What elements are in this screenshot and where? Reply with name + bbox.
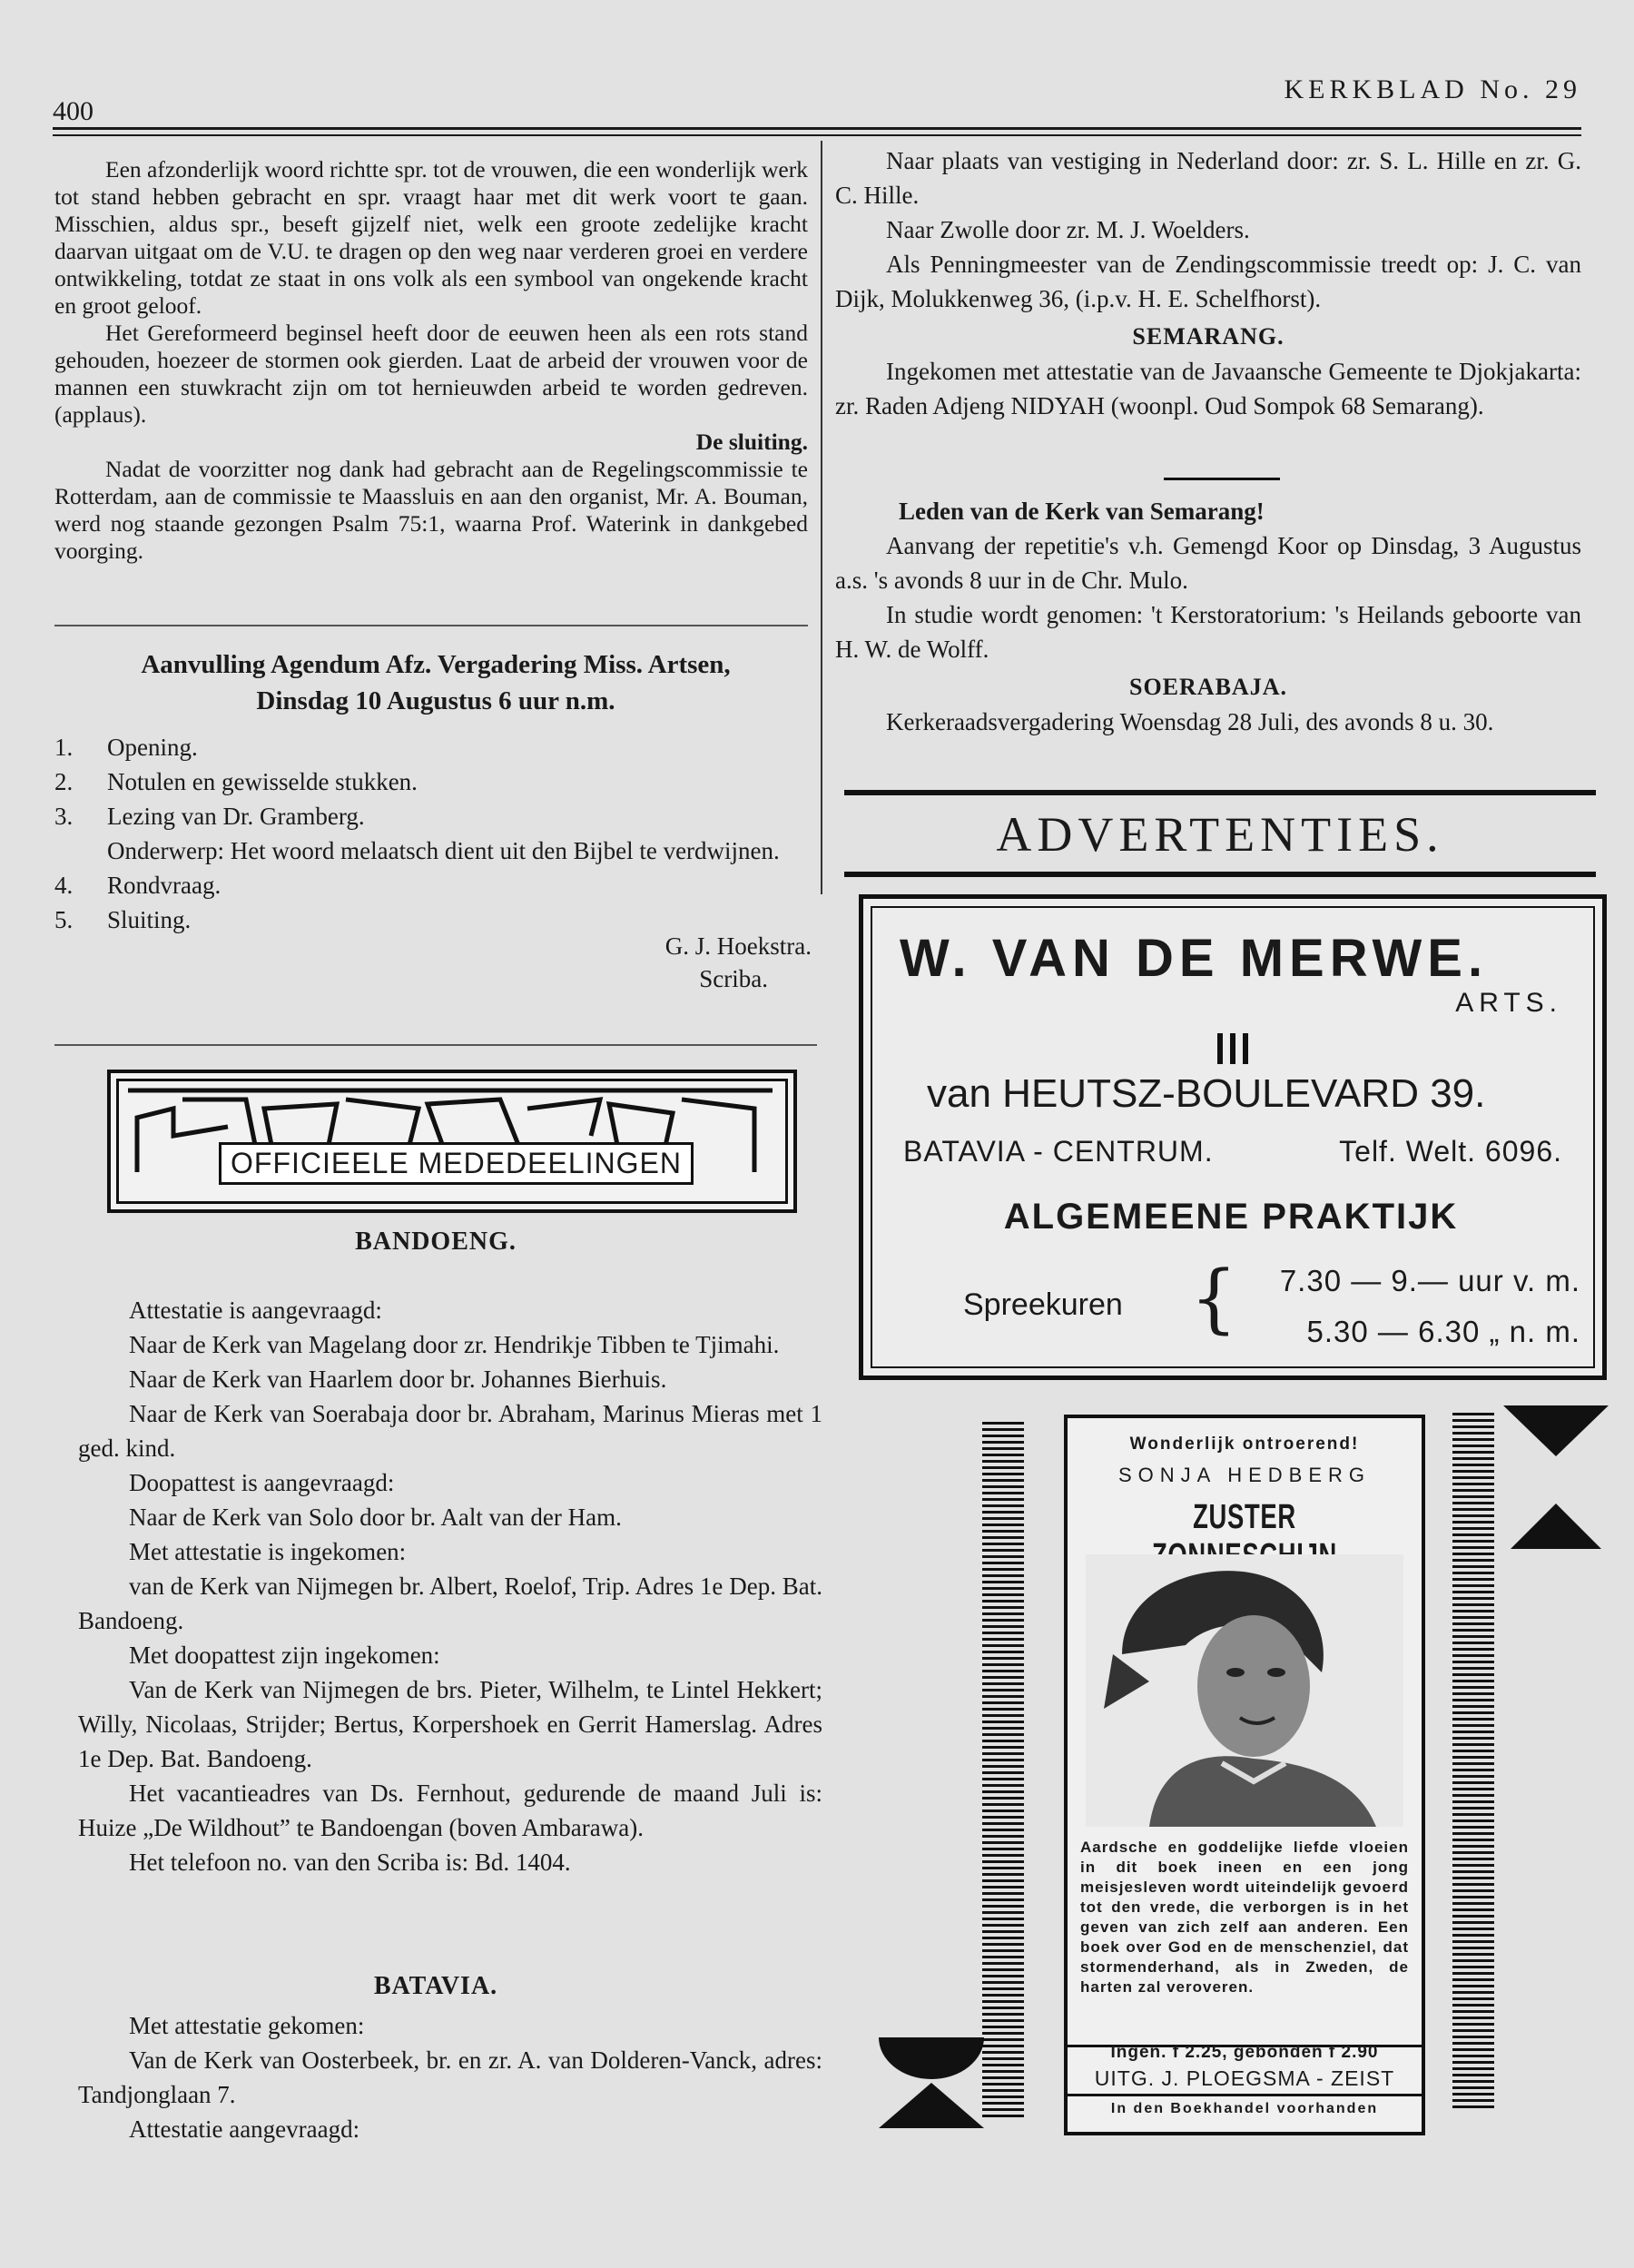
notice-line: Met attestatie is ingekomen: [129, 1538, 407, 1565]
short-rule [1164, 478, 1280, 480]
semarang-leden [835, 494, 1581, 739]
ad-van-de-merwe [859, 894, 1607, 1380]
section-rule [54, 625, 808, 626]
notice-line: Naar de Kerk van Soerabaja door br. Abraham, Marinus Mieras met 1 ged. kind. [78, 1400, 822, 1462]
paragraph: Ingekomen met attestatie van de Javaansche Gemeente te Djokjakarta: zr. Raden Adjeng NIDYAH (woonpl. Oud Sompok 68 Semarang). [835, 358, 1581, 419]
book-price: Ingen. f 2.25, gebonden f 2.90 [1110, 2043, 1379, 2062]
ad-stripe-right [1452, 1413, 1494, 2112]
ad-book-zuster-zonneschijn [1064, 1415, 1425, 2135]
subheading-sluiting: De sluiting. [695, 429, 808, 455]
paragraph: Kerkeraadsvergadering Woensdag 28 Juli, des avonds 8 u. 30. [886, 708, 1494, 735]
right-top-article [835, 143, 1581, 423]
notice-line: Naar de Kerk van Magelang door zr. Hendrikje Tibben te Tjimahi. [129, 1331, 780, 1358]
ad-practice: ALGEMEENE PRAKTIJK [1003, 1197, 1459, 1237]
portrait-nurse-image [1086, 1554, 1403, 1827]
book-title: ZUSTER [1193, 1498, 1296, 1536]
agenda-date: Dinsdag 10 Augustus 6 uur n.m. [256, 686, 615, 715]
agenda-item: 5. Sluiting. [54, 906, 192, 933]
signature-role: Scriba. [699, 965, 768, 992]
agenda-item: 4. Rondvraag. [54, 872, 221, 899]
hourglass-ornament-top [1503, 1405, 1609, 1549]
agenda-list [54, 730, 817, 937]
book-publisher: UITG. J. PLOEGSMA - ZEIST [1094, 2066, 1395, 2090]
header-rule-thin [53, 134, 1581, 136]
book-availability: In den Boekhandel voorhanden [1110, 2101, 1379, 2116]
ad-address: van HEUTSZ-BOULEVARD 39. [927, 1071, 1486, 1116]
book-rule [1068, 2094, 1422, 2096]
paragraph: Een afzonderlijk woord richtte spr. tot de vrouwen, die een wonderlijk werk tot stand hebben gebracht en spr. vraagt haar met dit werk voort te gaan. Misschien, aldus spr., beseft gijzelf niet, welk een groote zedelijke kracht daarvan uitgaat om de V.U. te dragen op den weg naar verderen groei en verdere ontwikkeling, totdat ze staat in ons volk als een symbool van ongekende kracht en groot geloof. [54, 156, 808, 319]
agenda-block [54, 646, 817, 995]
book-blurb: Aardsche en goddelijke liefde vloeien in dit boek ineen en een jong meisjesleven wordt uiteindelijk gevoerd tot den vrede, die verborgen is in het geven van zich zelf aan anderen. Een boek over God en de menschenziel, dat stormenderhand, als in Zweden, de harten zal veroveren. [1080, 1839, 1409, 1996]
agenda-item: 2. Notulen en gewisselde stukken. [54, 768, 418, 795]
paragraph: Naar plaats van vestiging in Nederland door: zr. S. L. Hille en zr. G. C. Hille. [835, 147, 1581, 209]
notice-line: Attestatie is aangevraagd: [129, 1297, 382, 1324]
leden-title: Leden van de Kerk van Semarang! [899, 498, 1265, 525]
ad-doctor-name: W. VAN DE MERWE. [900, 929, 1489, 988]
notice-line: Van de Kerk van Nijmegen de brs. Pieter, Wilhelm, te Lintel Hekkert; Willy, Nicolaas, Strijder; Bertus, Korpershoek en Gerrit Hamerslag. Adres 1e Dep. Bat. Bandoeng. [78, 1676, 822, 1772]
page-number: 400 [53, 96, 94, 126]
header-rule [53, 127, 1581, 130]
section-title-soerabaja: SOERABAJA. [1129, 674, 1287, 700]
paragraph: In studie wordt genomen: 't Kerstoratorium: 's Heilands geboorte van H. W. de Wolff. [835, 601, 1581, 663]
notice-line: Met attestatie gekomen: [129, 2012, 365, 2039]
signature-name: G. J. Hoekstra. [664, 932, 812, 960]
book-author: SONJA HEDBERG [1117, 1464, 1372, 1486]
notice-line: Attestatie aangevraagd: [129, 2115, 360, 2143]
ad-hours-label: Spreekuren [963, 1287, 1123, 1322]
left-top-article [54, 156, 808, 565]
agenda-item: 3. Lezing van Dr. Gramberg. [54, 803, 365, 830]
ad-doctor-title: ARTS. [1455, 988, 1562, 1018]
paragraph: Het Gereformeerd beginsel heeft door de eeuwen heen als een rots stand gehouden, hoezeer de stormen ook gierden. Laat de arbeid der vrouwen voor de mannen een stuwkracht zijn om tot hernieuwden arbeid te worden gedreven. (applaus). [54, 320, 808, 428]
batavia-notices [78, 2008, 822, 2146]
ad-stripe-left [982, 1422, 1024, 2121]
paragraph: Naar Zwolle door zr. M. J. Woelders. [886, 216, 1250, 243]
paragraph: Nadat de voorzitter nog dank had gebracht aan de Regelingscommissie te Rotterdam, aan de commissie te Maassluis en aan den organist, Mr. A. Bouman, werd nog staande gezongen Psalm 75:1, waarna Prof. Waterink in dankgebed voorging. [54, 456, 808, 564]
book-tagline: Wonderlijk ontroerend! [1129, 1435, 1360, 1454]
agenda-title: Aanvulling Agendum Afz. Vergadering Miss. Artsen, [141, 650, 731, 679]
notice-line: Het telefoon no. van den Scriba is: Bd. 1404. [129, 1849, 571, 1876]
adv-rule-top [844, 790, 1596, 795]
hourglass-ornament-bottom [879, 2037, 984, 2128]
ad-city: BATAVIA - CENTRUM. [903, 1135, 1214, 1168]
officieele-banner [107, 1070, 797, 1213]
advertenties-title: ADVERTENTIES. [996, 807, 1444, 862]
ad-hours-2: 5.30 — 6.30 „ n. m. [1306, 1315, 1580, 1348]
notice-line: Doopattest is aangevraagd: [129, 1469, 395, 1496]
adv-rule-bottom [844, 872, 1596, 877]
section-title-bandoeng: BANDOENG. [355, 1228, 517, 1256]
ad-phone: Telf. Welt. 6096. [1339, 1135, 1562, 1168]
ad-hours-brace: { [1190, 1256, 1238, 1342]
notice-line: Naar de Kerk van Haarlem door br. Johannes Bierhuis. [129, 1366, 667, 1393]
column-divider [821, 141, 822, 894]
section-rule [54, 1044, 817, 1046]
section-title-batavia: BATAVIA. [373, 1972, 498, 2000]
bandoeng-notices [78, 1293, 822, 1879]
notice-line: van de Kerk van Nijmegen br. Albert, Roelof, Trip. Adres 1e Dep. Bat. Bandoeng. [78, 1573, 822, 1634]
notice-line: Met doopattest zijn ingekomen: [129, 1642, 440, 1669]
publication-header: KERKBLAD No. 29 [1284, 74, 1581, 104]
notice-line: Naar de Kerk van Solo door br. Aalt van der Ham. [129, 1504, 622, 1531]
ad-hours-1: 7.30 — 9.— uur v. m. [1279, 1264, 1580, 1297]
banner-label: OFFICIEELE MEDEDEELINGEN [219, 1142, 694, 1185]
notice-line: Van de Kerk van Oosterbeek, br. en zr. A. van Dolderen-Vanck, adres: Tandjonglaan 7. [78, 2046, 822, 2108]
paragraph: Als Penningmeester van de Zendingscommissie treedt op: J. C. van Dijk, Molukkenweg 36, (i.p.v. H. E. Schelfhorst). [835, 251, 1581, 312]
ad-ornament-bars [1217, 1033, 1223, 1064]
agenda-item: 1. Opening. [54, 734, 198, 761]
agenda-item: Onderwerp: Het woord melaatsch dient uit den Bijbel te verdwijnen. [107, 837, 780, 864]
section-title-semarang: SEMARANG. [1132, 323, 1285, 350]
notice-line: Het vacantieadres van Ds. Fernhout, gedurende de maand Juli is: Huize „De Wildhout” te Bandoengan (boven Ambarawa). [78, 1780, 822, 1841]
paragraph: Aanvang der repetitie's v.h. Gemengd Koor op Dinsdag, 3 Augustus a.s. 's avonds 8 uur in de Chr. Mulo. [835, 532, 1581, 594]
agenda-signature [54, 930, 817, 995]
